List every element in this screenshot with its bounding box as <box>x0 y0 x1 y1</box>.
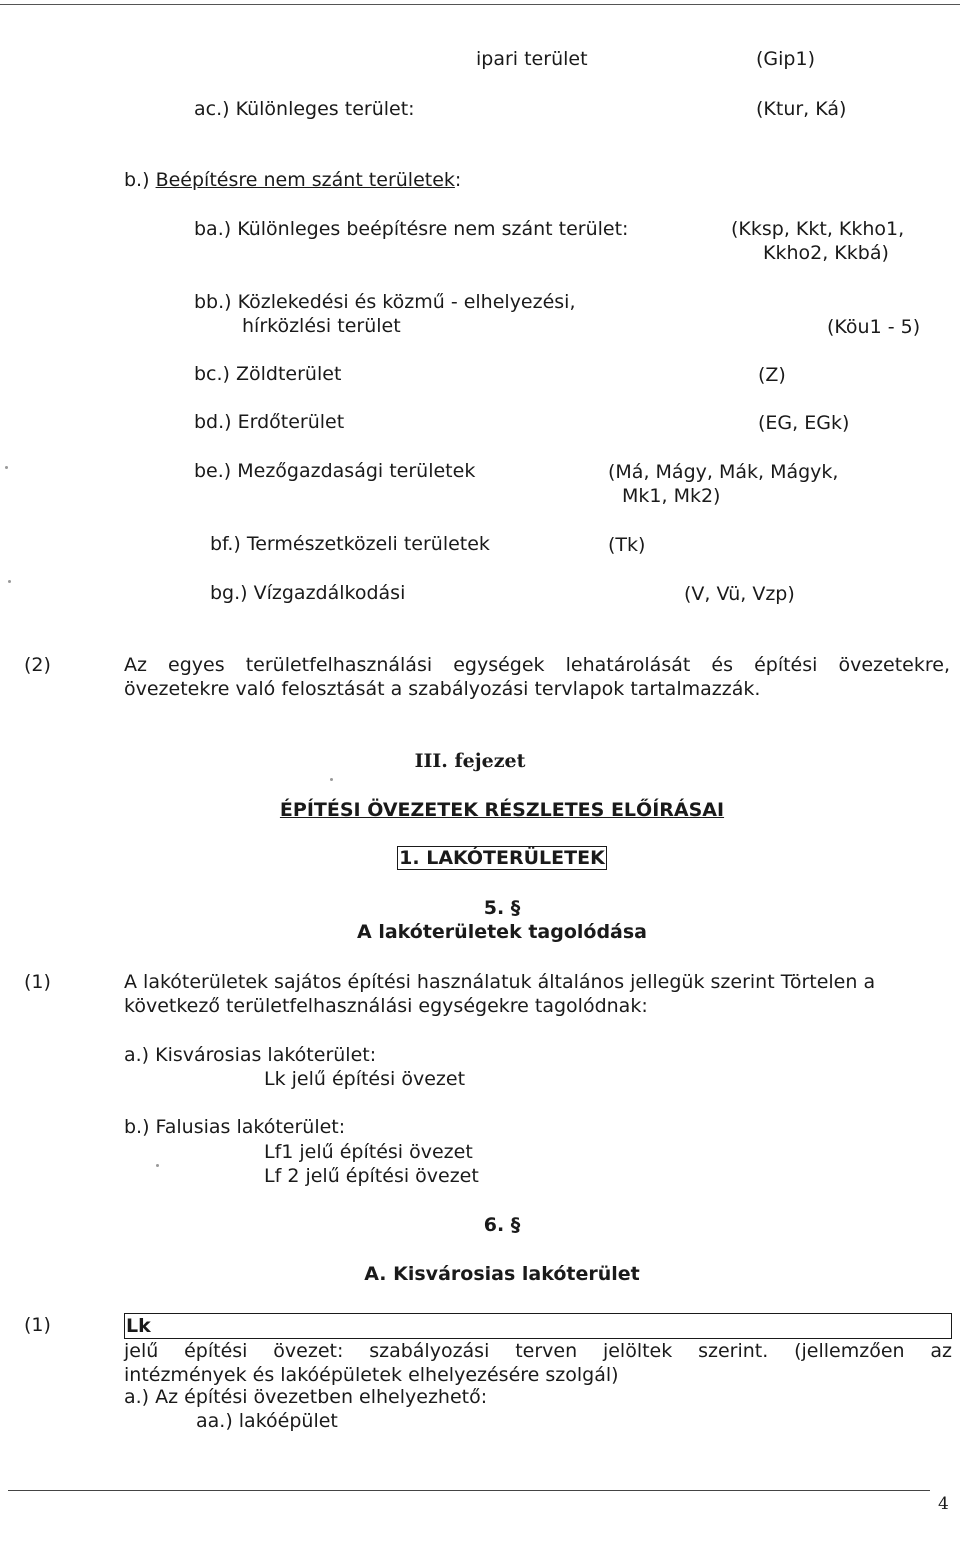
section-6-line2: intézmények és lakóépületek elhelyezésére szolgál) <box>124 1364 619 1386</box>
section-5-para-number: (1) <box>24 971 51 993</box>
section-6-code-box: Lk <box>124 1313 952 1339</box>
scan-speck <box>330 778 333 781</box>
b-heading-suffix: : <box>454 169 462 191</box>
section-5-b-zone1: Lf1 jelű építési övezet <box>264 1141 473 1163</box>
section-5-b-label: b.) Falusias lakóterület: <box>124 1116 346 1138</box>
b-heading-prefix: b.) <box>124 169 156 191</box>
industrial-label: ipari terület <box>476 48 588 70</box>
section-6-title: A. Kisvárosias lakóterület <box>364 1263 640 1285</box>
ac-codes: (Ktur, Ká) <box>756 98 847 120</box>
be-codes-line1: (Má, Mágy, Mák, Mágyk, <box>608 461 839 483</box>
section-5-a-zone: Lk jelű építési övezet <box>264 1068 466 1090</box>
section-5-title: A lakóterületek tagolódása <box>357 921 647 943</box>
paragraph-2-line1: Az egyes területfelhasználási egységek lehatárolását és építési övezetekre, <box>124 654 950 676</box>
scan-speck <box>156 1164 159 1167</box>
section-6-para-text <box>124 1313 952 1387</box>
bg-label: bg.) Vízgazdálkodási <box>210 582 406 604</box>
bf-codes: (Tk) <box>608 534 646 556</box>
ac-label: ac.) Különleges terület: <box>194 98 415 120</box>
paragraph-2-text <box>124 653 950 701</box>
section-5-a-label: a.) Kisvárosias lakóterület: <box>124 1044 377 1066</box>
bd-label: bd.) Erdőterület <box>194 411 345 433</box>
bb-label-line1: bb.) Közlekedési és közmű - elhelyezési, <box>194 291 576 313</box>
bb-label-line2: hírközlési terület <box>242 315 401 337</box>
section-5-line2: következő területfelhasználási egységekre tagolódnak: <box>124 995 648 1017</box>
be-codes-line2: Mk1, Mk2) <box>622 485 721 507</box>
paragraph-2-number: (2) <box>24 654 51 676</box>
ba-codes-line2: Kkho2, Kkbá) <box>763 242 889 264</box>
scan-speck <box>5 466 8 469</box>
be-label: be.) Mezőgazdasági területek <box>194 460 476 482</box>
b-heading <box>124 168 461 192</box>
section-box: 1. LAKÓTERÜLETEK <box>399 847 605 869</box>
section-5-b-zone2: Lf 2 jelű építési övezet <box>264 1165 479 1187</box>
section-6-para-number: (1) <box>24 1314 51 1336</box>
section-box-wrap <box>22 846 960 870</box>
bd-codes: (EG, EGk) <box>758 412 850 434</box>
bf-label: bf.) Természetközeli területek <box>210 533 490 555</box>
section-5-number: 5. § <box>483 897 521 919</box>
top-rule <box>0 4 960 5</box>
ba-codes-line1: (Kksp, Kkt, Kkho1, <box>731 218 905 240</box>
bottom-rule <box>8 1490 930 1491</box>
industrial-codes: (Gip1) <box>756 48 815 70</box>
bg-codes: (V, Vü, Vzp) <box>684 583 795 605</box>
paragraph-2-line2: övezetekre való felosztását a szabályozási tervlapok tartalmazzák. <box>124 678 761 700</box>
scan-speck <box>8 580 11 583</box>
section-6-line1 <box>124 1313 952 1363</box>
bb-codes: (Köu1 - 5) <box>827 316 921 338</box>
section-5-line1: A lakóterületek sajátos építési használatuk általános jellegük szerint Törtelen a <box>124 971 876 993</box>
b-heading-label: Beépítésre nem szánt területek <box>155 169 455 191</box>
chapter-title: III. fejezet <box>414 750 526 772</box>
bc-label: bc.) Zöldterület <box>194 363 342 385</box>
ba-label: ba.) Különleges beépítésre nem szánt terület: <box>194 218 629 240</box>
section-6-aa-label: aa.) lakóépület <box>196 1410 338 1432</box>
section-6-number: 6. § <box>483 1214 521 1236</box>
section-6-line1-rest: jelű építési övezet: szabályozási terven jelöltek szerint. (jellemzően az <box>124 1340 952 1362</box>
chapter-subtitle: ÉPÍTÉSI ÖVEZETEK RÉSZLETES ELŐÍRÁSAI <box>279 799 725 821</box>
page-number: 4 <box>938 1494 949 1514</box>
section-6-a-label: a.) Az építési övezetben elhelyezhető: <box>124 1386 488 1408</box>
bc-codes: (Z) <box>758 364 786 386</box>
